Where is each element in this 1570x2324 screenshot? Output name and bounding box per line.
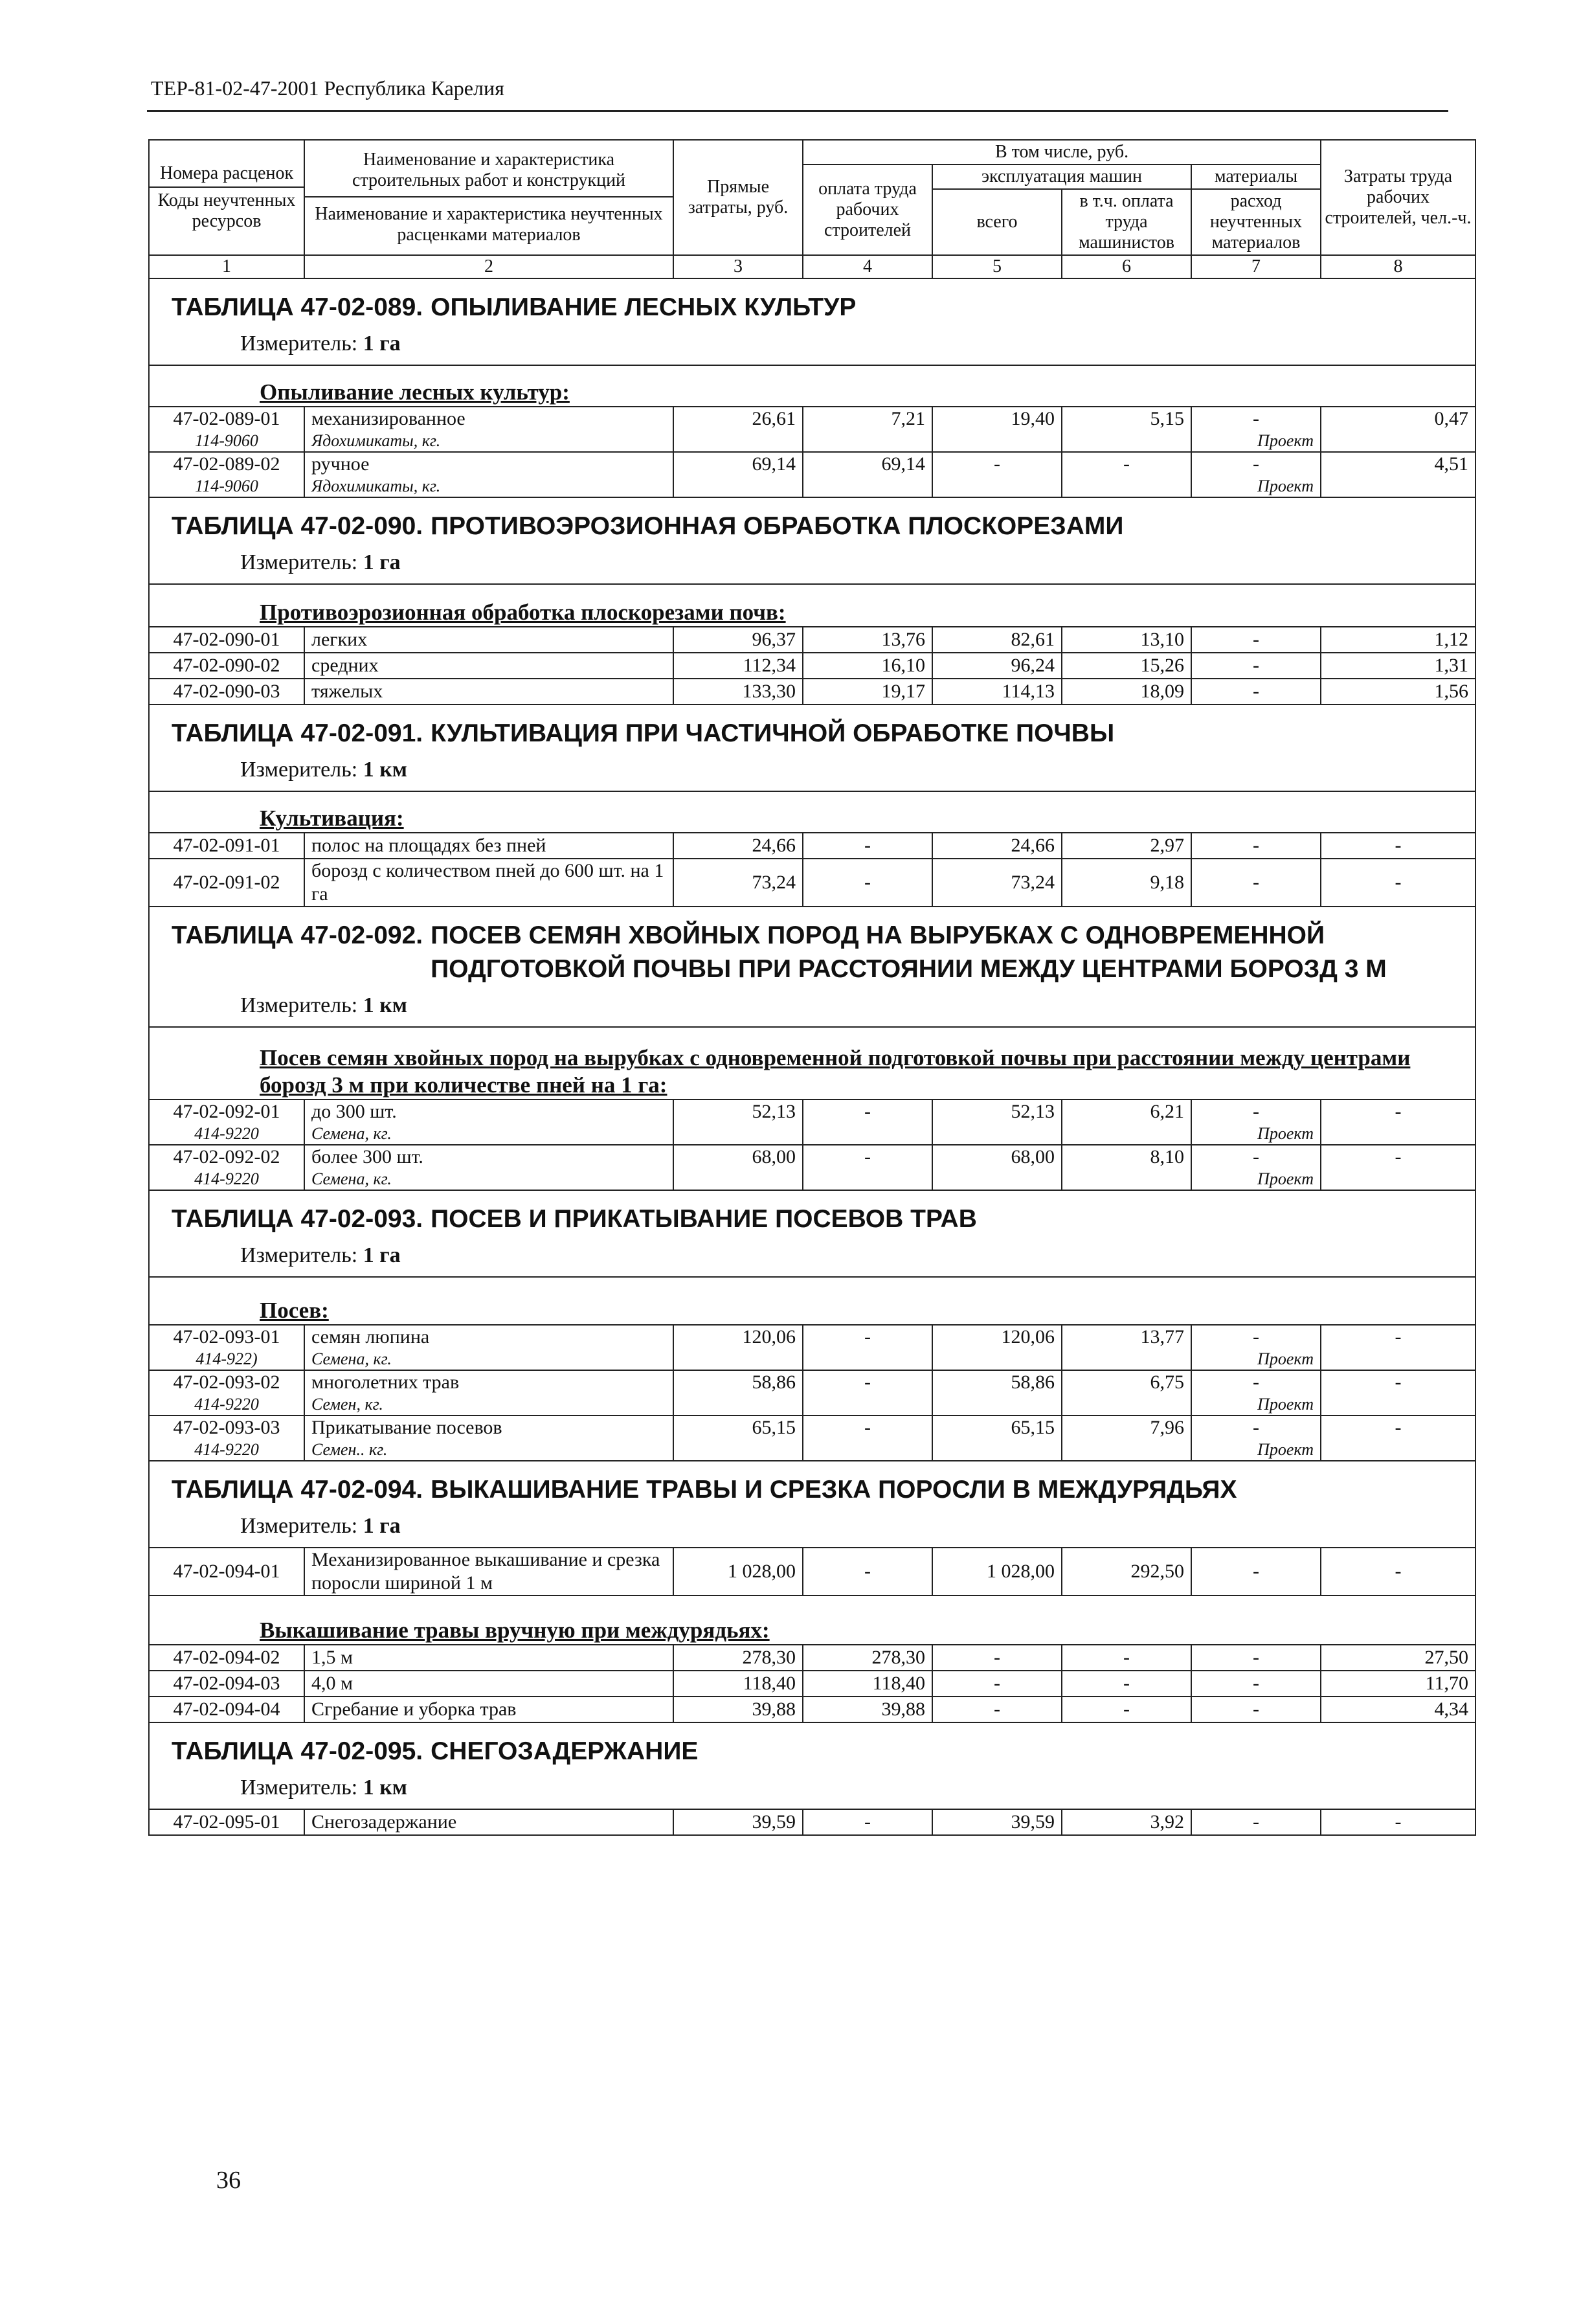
machine-cost: - <box>932 452 1062 476</box>
rate-code: 47-02-090-02 <box>149 653 304 679</box>
table-title <box>149 1722 1475 1771</box>
machine-cost: 52,13 <box>932 1100 1062 1123</box>
unit-value: 1 км <box>363 758 407 782</box>
table-title <box>149 907 1475 989</box>
resource-code: 114-9060 <box>149 476 304 497</box>
table-row <box>149 1325 1475 1349</box>
resource-row <box>149 1169 1475 1190</box>
resource-name: Ядохимикаты, кг. <box>304 431 673 452</box>
machinist-cost: 7,96 <box>1062 1416 1191 1439</box>
machine-cost: 19,40 <box>932 407 1062 431</box>
table-code: ТАБЛИЦА 47-02-089. <box>172 293 423 321</box>
column-number: 5 <box>932 255 1062 278</box>
rate-code: 47-02-093-03 <box>149 1416 304 1439</box>
subheading: Посев: <box>149 1277 1475 1325</box>
machinist-cost: - <box>1062 1697 1191 1722</box>
direct-cost: 120,06 <box>673 1325 803 1349</box>
work-name: ручное <box>304 452 673 476</box>
material-usage: - <box>1191 859 1321 907</box>
machinist-cost: 13,10 <box>1062 627 1191 653</box>
resource-name: Семена, кг. <box>304 1123 673 1145</box>
labor-hours: 4,34 <box>1321 1697 1475 1722</box>
rate-code: 47-02-091-01 <box>149 833 304 859</box>
unit-label: Измеритель: <box>240 1514 358 1538</box>
resource-name: Семена, кг. <box>304 1349 673 1370</box>
resource-row <box>149 1394 1475 1416</box>
work-name: полос на площадях без пней <box>304 833 673 859</box>
machine-cost: 68,00 <box>932 1145 1062 1169</box>
unit-value: 1 га <box>363 332 401 355</box>
direct-cost: 39,59 <box>673 1809 803 1835</box>
machinist-cost: - <box>1062 452 1191 476</box>
direct-cost: 39,88 <box>673 1697 803 1722</box>
labor-cost: 16,10 <box>803 653 932 679</box>
resource-amount: Проект <box>1191 1349 1321 1370</box>
material-usage: - <box>1191 1145 1321 1169</box>
unit-value: 1 км <box>363 993 407 1017</box>
unit-line <box>149 1509 1475 1548</box>
table-title <box>149 497 1475 546</box>
machine-cost: 65,15 <box>932 1416 1062 1439</box>
labor-cost: - <box>803 1145 932 1169</box>
labor-hours: - <box>1321 1370 1475 1394</box>
machinist-cost: 8,10 <box>1062 1145 1191 1169</box>
col1-top-label: Номера расценок <box>159 163 294 183</box>
rate-code: 47-02-094-01 <box>149 1548 304 1596</box>
resource-name: Семен, кг. <box>304 1394 673 1416</box>
table-code: ТАБЛИЦА 47-02-091. <box>172 719 423 747</box>
table-row <box>149 1100 1475 1123</box>
direct-cost: 118,40 <box>673 1671 803 1697</box>
col-labor-header: оплата труда рабочих строителей <box>803 164 932 255</box>
rate-code: 47-02-090-03 <box>149 679 304 705</box>
labor-hours: - <box>1321 1100 1475 1123</box>
direct-cost: 96,37 <box>673 627 803 653</box>
resource-amount: Проект <box>1191 1169 1321 1190</box>
resource-row <box>149 1439 1475 1461</box>
material-usage: - <box>1191 1100 1321 1123</box>
material-usage: - <box>1191 653 1321 679</box>
rate-code: 47-02-089-02 <box>149 452 304 476</box>
material-usage: - <box>1191 1671 1321 1697</box>
col2-bottom-label: Наименование и характеристика неучтенных расценками материалов <box>305 196 673 245</box>
machinist-cost: 6,75 <box>1062 1370 1191 1394</box>
direct-cost: 68,00 <box>673 1145 803 1169</box>
labor-cost: - <box>803 833 932 859</box>
unit-line <box>149 327 1475 365</box>
column-number: 3 <box>673 255 803 278</box>
rate-code: 47-02-093-01 <box>149 1325 304 1349</box>
labor-hours: - <box>1321 1145 1475 1169</box>
table-row <box>149 679 1475 705</box>
labor-cost: - <box>803 1370 932 1394</box>
labor-hours: - <box>1321 833 1475 859</box>
work-name: более 300 шт. <box>304 1145 673 1169</box>
unit-label: Измеритель: <box>240 332 358 355</box>
work-name: Сгребание и уборка трав <box>304 1697 673 1722</box>
resource-row <box>149 1349 1475 1370</box>
resource-row <box>149 431 1475 452</box>
labor-cost: 39,88 <box>803 1697 932 1722</box>
unit-line <box>149 753 1475 791</box>
resource-row <box>149 476 1475 497</box>
material-usage: - <box>1191 1548 1321 1596</box>
unit-value: 1 га <box>363 1514 401 1538</box>
col-mach-total-header: всего <box>932 189 1062 255</box>
labor-cost: 7,21 <box>803 407 932 431</box>
table-code: ТАБЛИЦА 47-02-094. <box>172 1476 423 1504</box>
resource-code: 414-922) <box>149 1349 304 1370</box>
labor-cost: 19,17 <box>803 679 932 705</box>
table-row <box>149 1548 1475 1596</box>
table-row <box>149 859 1475 907</box>
subheading: Опыливание лесных культур: <box>149 365 1475 407</box>
resource-amount: Проект <box>1191 431 1321 452</box>
table-row <box>149 452 1475 476</box>
rate-code: 47-02-090-01 <box>149 627 304 653</box>
work-name: механизированное <box>304 407 673 431</box>
rate-code: 47-02-091-02 <box>149 859 304 907</box>
direct-cost: 69,14 <box>673 452 803 476</box>
col-mach-labor-header: в т.ч. оплата труда машинистов <box>1062 189 1191 255</box>
machines-header: эксплуатация машин <box>932 164 1191 189</box>
material-usage: - <box>1191 452 1321 476</box>
material-usage: - <box>1191 1416 1321 1439</box>
machinist-cost: 13,77 <box>1062 1325 1191 1349</box>
labor-cost: - <box>803 1809 932 1835</box>
table-code: ТАБЛИЦА 47-02-093. <box>172 1205 423 1233</box>
resource-name: Ядохимикаты, кг. <box>304 476 673 497</box>
labor-hours: - <box>1321 1416 1475 1439</box>
table-title <box>149 1461 1475 1509</box>
unit-label: Измеритель: <box>240 550 358 574</box>
resource-code: 114-9060 <box>149 431 304 452</box>
work-name: Снегозадержание <box>304 1809 673 1835</box>
work-name: средних <box>304 653 673 679</box>
machinist-cost: 9,18 <box>1062 859 1191 907</box>
col1-bottom-label: Коды неучтенных ресурсов <box>150 186 304 232</box>
work-name: многолетних трав <box>304 1370 673 1394</box>
column-number: 8 <box>1321 255 1475 278</box>
labor-hours: - <box>1321 1548 1475 1596</box>
resource-name: Семена, кг. <box>304 1169 673 1190</box>
machine-cost: 120,06 <box>932 1325 1062 1349</box>
rate-code: 47-02-095-01 <box>149 1809 304 1835</box>
subheading: Посев семян хвойных пород на вырубках с одновременной подготовкой почвы при расстоянии между центрами борозд 3 м при количестве пней на 1 га: <box>149 1027 1475 1100</box>
col-name-header <box>304 140 673 255</box>
column-number: 4 <box>803 255 932 278</box>
table-name: ПОСЕВ СЕМЯН ХВОЙНЫХ ПОРОД НА ВЫРУБКАХ С ОДНОВРЕМЕННОЙ ПОДГОТОВКОЙ ПОЧВЫ ПРИ РАССТОЯНИИ МЕЖДУ ЦЕНТРАМИ БОРОЗД 3 М <box>431 921 1387 983</box>
table-title <box>149 278 1475 327</box>
labor-hours: 1,56 <box>1321 679 1475 705</box>
labor-hours: - <box>1321 1809 1475 1835</box>
material-usage: - <box>1191 1325 1321 1349</box>
column-number: 7 <box>1191 255 1321 278</box>
table-row <box>149 1809 1475 1835</box>
page-header: ТЕР-81-02-47-2001 Республика Карелия <box>151 76 504 100</box>
rate-code: 47-02-093-02 <box>149 1370 304 1394</box>
machinist-cost: 292,50 <box>1062 1548 1191 1596</box>
table-row <box>149 833 1475 859</box>
table-row <box>149 1671 1475 1697</box>
labor-hours: 11,70 <box>1321 1671 1475 1697</box>
table-title <box>149 705 1475 753</box>
unit-label: Измеритель: <box>240 1243 358 1267</box>
column-number: 2 <box>304 255 673 278</box>
machine-cost: 73,24 <box>932 859 1062 907</box>
work-name: легких <box>304 627 673 653</box>
table-name: ПРОТИВОЭРОЗИОННАЯ ОБРАБОТКА ПЛОСКОРЕЗАМИ <box>431 512 1124 540</box>
labor-hours: 27,50 <box>1321 1645 1475 1671</box>
subheading: Культивация: <box>149 791 1475 833</box>
col-codes-header <box>149 140 304 255</box>
machine-cost: 24,66 <box>932 833 1062 859</box>
materials-header: материалы <box>1191 164 1321 189</box>
table-row <box>149 1370 1475 1394</box>
table-name: СНЕГОЗАДЕРЖАНИЕ <box>431 1737 699 1765</box>
machine-cost: 1 028,00 <box>932 1548 1062 1596</box>
column-number: 1 <box>149 255 304 278</box>
column-numbers-row <box>149 255 1475 278</box>
col-hours-header: Затраты труда рабочих строителей, чел.-ч. <box>1321 140 1475 255</box>
labor-hours: 1,31 <box>1321 653 1475 679</box>
machine-cost: - <box>932 1671 1062 1697</box>
labor-hours: - <box>1321 859 1475 907</box>
col-mat-header: расход неучтенных материалов <box>1191 189 1321 255</box>
direct-cost: 278,30 <box>673 1645 803 1671</box>
unit-line <box>149 1771 1475 1809</box>
work-name: до 300 шт. <box>304 1100 673 1123</box>
labor-cost: 13,76 <box>803 627 932 653</box>
direct-cost: 58,86 <box>673 1370 803 1394</box>
resource-code: 414-9220 <box>149 1439 304 1461</box>
page-number: 36 <box>216 2167 241 2194</box>
rate-code: 47-02-094-02 <box>149 1645 304 1671</box>
labor-hours: 4,51 <box>1321 452 1475 476</box>
machine-cost: 114,13 <box>932 679 1062 705</box>
table-code: ТАБЛИЦА 47-02-090. <box>172 512 423 540</box>
labor-cost: - <box>803 1325 932 1349</box>
unit-value: 1 км <box>363 1776 407 1799</box>
machine-cost: - <box>932 1697 1062 1722</box>
resource-amount: Проект <box>1191 1439 1321 1461</box>
in-total-header: В том числе, руб. <box>803 140 1321 164</box>
machinist-cost: 2,97 <box>1062 833 1191 859</box>
unit-value: 1 га <box>363 1243 401 1267</box>
machinist-cost: 5,15 <box>1062 407 1191 431</box>
direct-cost: 133,30 <box>673 679 803 705</box>
machinist-cost: 3,92 <box>1062 1809 1191 1835</box>
direct-cost: 24,66 <box>673 833 803 859</box>
col2-top-label: Наименование и характеристика строительных работ и конструкций <box>352 150 626 190</box>
labor-cost: - <box>803 859 932 907</box>
labor-cost: - <box>803 1416 932 1439</box>
labor-cost: 278,30 <box>803 1645 932 1671</box>
unit-line <box>149 1239 1475 1277</box>
rate-code: 47-02-092-02 <box>149 1145 304 1169</box>
machinist-cost: - <box>1062 1671 1191 1697</box>
machinist-cost: 15,26 <box>1062 653 1191 679</box>
table-row <box>149 407 1475 431</box>
material-usage: - <box>1191 1370 1321 1394</box>
table-name: КУЛЬТИВАЦИЯ ПРИ ЧАСТИЧНОЙ ОБРАБОТКЕ ПОЧВЫ <box>431 719 1115 747</box>
work-name: тяжелых <box>304 679 673 705</box>
work-name: борозд с количеством пней до 600 шт. на 1 га <box>304 859 673 907</box>
rate-code: 47-02-092-01 <box>149 1100 304 1123</box>
unit-label: Измеритель: <box>240 993 358 1017</box>
resource-amount: Проект <box>1191 1394 1321 1416</box>
direct-cost: 65,15 <box>673 1416 803 1439</box>
material-usage: - <box>1191 833 1321 859</box>
table-row <box>149 627 1475 653</box>
rate-code: 47-02-094-03 <box>149 1671 304 1697</box>
table-code: ТАБЛИЦА 47-02-095. <box>172 1737 423 1765</box>
machinist-cost: 18,09 <box>1062 679 1191 705</box>
machine-cost: - <box>932 1645 1062 1671</box>
direct-cost: 73,24 <box>673 859 803 907</box>
work-name: 4,0 м <box>304 1671 673 1697</box>
table-row <box>149 653 1475 679</box>
unit-line <box>149 546 1475 584</box>
direct-cost: 52,13 <box>673 1100 803 1123</box>
material-usage: - <box>1191 627 1321 653</box>
work-name: Механизированное выкашивание и срезка поросли шириной 1 м <box>304 1548 673 1596</box>
table-row <box>149 1697 1475 1722</box>
table-name: ОПЫЛИВАНИЕ ЛЕСНЫХ КУЛЬТУР <box>431 293 857 321</box>
table-row <box>149 1416 1475 1439</box>
table-code: ТАБЛИЦА 47-02-092. <box>172 921 423 949</box>
subheading: Выкашивание травы вручную при междурядьях: <box>149 1596 1475 1645</box>
table-row <box>149 1645 1475 1671</box>
table-row <box>149 1145 1475 1169</box>
resource-code: 414-9220 <box>149 1394 304 1416</box>
unit-line <box>149 989 1475 1027</box>
machine-cost: 82,61 <box>932 627 1062 653</box>
material-usage: - <box>1191 1809 1321 1835</box>
direct-cost: 26,61 <box>673 407 803 431</box>
resource-code: 414-9220 <box>149 1123 304 1145</box>
machine-cost: 58,86 <box>932 1370 1062 1394</box>
table-title <box>149 1190 1475 1239</box>
labor-cost: 69,14 <box>803 452 932 476</box>
machine-cost: 96,24 <box>932 653 1062 679</box>
machinist-cost: - <box>1062 1645 1191 1671</box>
direct-cost: 112,34 <box>673 653 803 679</box>
table-name: ВЫКАШИВАНИЕ ТРАВЫ И СРЕЗКА ПОРОСЛИ В МЕЖДУРЯДЬЯХ <box>431 1476 1237 1504</box>
labor-cost: - <box>803 1548 932 1596</box>
header-rule <box>147 110 1448 112</box>
work-name: Прикатывание посевов <box>304 1416 673 1439</box>
table-name: ПОСЕВ И ПРИКАТЫВАНИЕ ПОСЕВОВ ТРАВ <box>431 1205 977 1233</box>
rate-code: 47-02-089-01 <box>149 407 304 431</box>
unit-label: Измеритель: <box>240 1776 358 1799</box>
resource-code: 414-9220 <box>149 1169 304 1190</box>
material-usage: - <box>1191 1645 1321 1671</box>
work-name: 1,5 м <box>304 1645 673 1671</box>
work-name: семян люпина <box>304 1325 673 1349</box>
labor-hours: - <box>1321 1325 1475 1349</box>
material-usage: - <box>1191 679 1321 705</box>
rate-code: 47-02-094-04 <box>149 1697 304 1722</box>
resource-amount: Проект <box>1191 476 1321 497</box>
labor-cost: 118,40 <box>803 1671 932 1697</box>
rates-table <box>148 139 1476 1836</box>
unit-value: 1 га <box>363 550 401 574</box>
unit-label: Измеритель: <box>240 758 358 782</box>
subheading: Противоэрозионная обработка плоскорезами почв: <box>149 584 1475 627</box>
material-usage: - <box>1191 1697 1321 1722</box>
resource-amount: Проект <box>1191 1123 1321 1145</box>
labor-hours: 0,47 <box>1321 407 1475 431</box>
direct-cost: 1 028,00 <box>673 1548 803 1596</box>
machinist-cost: 6,21 <box>1062 1100 1191 1123</box>
machine-cost: 39,59 <box>932 1809 1062 1835</box>
col-direct-header: Прямые затраты, руб. <box>673 140 803 255</box>
labor-hours: 1,12 <box>1321 627 1475 653</box>
material-usage: - <box>1191 407 1321 431</box>
labor-cost: - <box>803 1100 932 1123</box>
resource-row <box>149 1123 1475 1145</box>
resource-name: Семен.. кг. <box>304 1439 673 1461</box>
column-number: 6 <box>1062 255 1191 278</box>
